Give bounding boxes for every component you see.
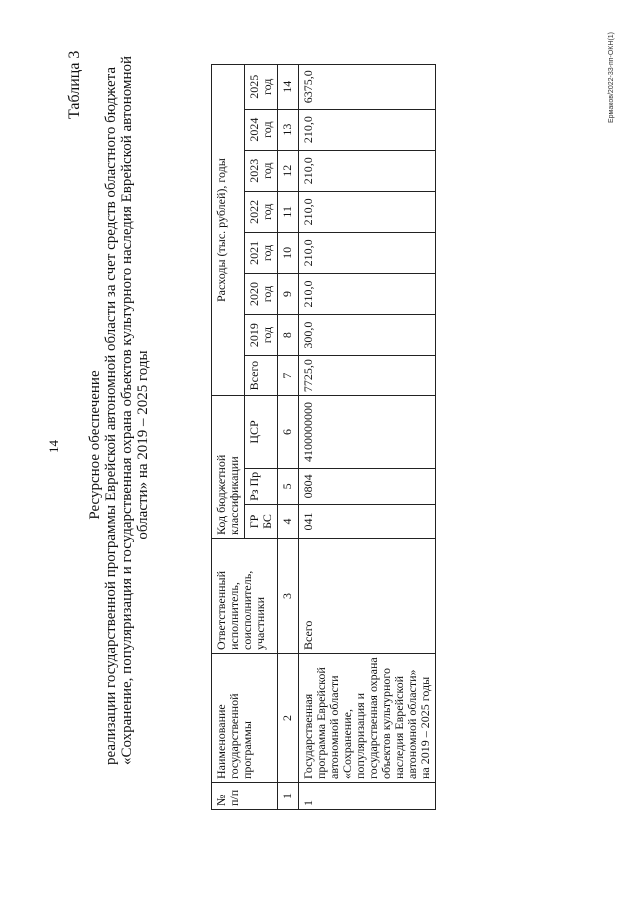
header-grbs: ГР БС xyxy=(245,504,278,538)
col-number: 5 xyxy=(278,468,299,504)
resource-table xyxy=(211,64,436,810)
page-number: 14 xyxy=(46,440,61,453)
header-2024: 2024 год xyxy=(245,109,278,150)
heading-line-4: области» на 2019 – 2025 годы xyxy=(135,350,151,540)
header-rzpr: Рз Пр xyxy=(245,468,278,504)
header-csr: ЦСР xyxy=(245,396,278,469)
col-number: 1 xyxy=(278,783,299,810)
col-number: 6 xyxy=(278,396,299,469)
header-program-name: Наименование государственной программы xyxy=(212,654,278,783)
header-budget-code: Код бюджетной классификации xyxy=(212,396,245,539)
row-2025: 6375,0 xyxy=(299,65,436,110)
col-number: 10 xyxy=(278,232,299,273)
col-number: 12 xyxy=(278,150,299,191)
header-total: Всего xyxy=(245,356,278,396)
col-number: 2 xyxy=(278,654,299,783)
col-number: 13 xyxy=(278,109,299,150)
row-total: 7725,0 xyxy=(299,356,436,396)
col-number: 7 xyxy=(278,356,299,396)
column-number-row xyxy=(278,65,299,810)
header-2022: 2022 год xyxy=(245,191,278,232)
row-executor: Всего xyxy=(299,539,436,654)
row-2024: 210,0 xyxy=(299,109,436,150)
header-2019: 2019 год xyxy=(245,315,278,356)
header-expenses: Расходы (тыс. рублей), годы xyxy=(212,65,245,396)
row-2019: 300,0 xyxy=(299,315,436,356)
header-row-1 xyxy=(212,65,245,810)
row-rzpr: 0804 xyxy=(299,468,436,504)
row-2020: 210,0 xyxy=(299,273,436,314)
header-2025: 2025 год xyxy=(245,65,278,110)
heading-line-3: «Сохранение, популяризация и государственная охрана объектов культурного наследия Еврейской автономной xyxy=(119,56,135,765)
header-num: № п/п xyxy=(212,783,278,810)
heading-line-1: Ресурсное обеспечение xyxy=(87,370,103,520)
row-program-name: Государственная программа Еврейской автономной области «Сохранение, популяризация и государственная охрана объектов культурного наследия Еврейской автономной области» на 2019 – 2025 годы xyxy=(299,654,436,783)
header-executor: Ответственный исполнитель, соисполнитель, участники xyxy=(212,539,278,654)
row-2021: 210,0 xyxy=(299,232,436,273)
row-2022: 210,0 xyxy=(299,191,436,232)
header-2020: 2020 год xyxy=(245,273,278,314)
col-number: 9 xyxy=(278,273,299,314)
table-label: Таблица 3 xyxy=(66,50,83,119)
col-number: 8 xyxy=(278,315,299,356)
table-row xyxy=(299,65,436,810)
col-number: 14 xyxy=(278,65,299,110)
header-2021: 2021 год xyxy=(245,232,278,273)
header-2023: 2023 год xyxy=(245,150,278,191)
row-2023: 210,0 xyxy=(299,150,436,191)
col-number: 4 xyxy=(278,504,299,538)
col-number: 3 xyxy=(278,539,299,654)
row-num: 1 xyxy=(299,783,436,810)
document-footer-code: Ермаков/2022-33-пп-ОКН(1) xyxy=(608,32,615,124)
row-csr: 4100000000 xyxy=(299,396,436,469)
col-number: 11 xyxy=(278,191,299,232)
document-heading xyxy=(87,56,151,765)
heading-line-2: реализации государственной программы Еврейской автономной области за счет средств областного бюджета xyxy=(103,67,119,765)
row-grbs: 041 xyxy=(299,504,436,538)
